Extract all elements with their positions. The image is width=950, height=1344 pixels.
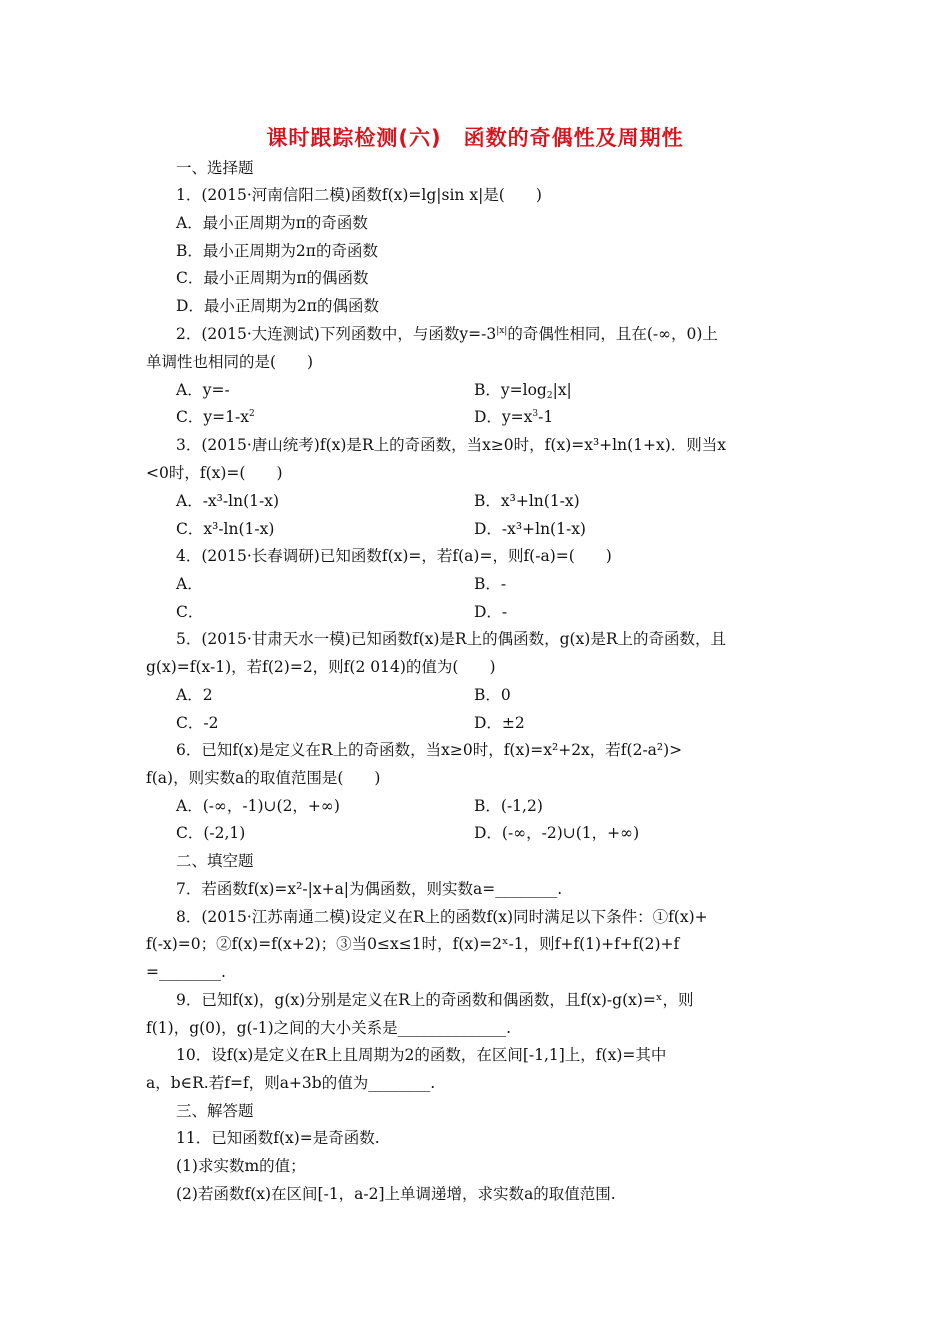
q4-option-b: B．- — [474, 575, 507, 593]
question-3-line-1: 3．(2015·唐山统考)f(x)是R上的奇函数，当x≥0时，f(x)=x³+ln(1+x)．则当x — [176, 436, 727, 454]
q6-option-d: D．(-∞，-2)∪(1，+∞) — [474, 824, 640, 842]
q6-option-a: A．(-∞，-1)∪(2，+∞) — [176, 797, 340, 815]
question-7: 7．若函数f(x)=x²-|x+a|为偶函数，则实数a=________. — [176, 880, 563, 898]
question-11-part-2: (2)若函数f(x)在区间[-1，a-2]上单调递增，求实数a的取值范围. — [176, 1185, 616, 1203]
q2-d-tail: -1 — [538, 408, 554, 426]
q1-option-a: A．最小正周期为π的奇函数 — [176, 214, 368, 232]
q2-option-d — [474, 407, 553, 427]
q5-option-b: B．0 — [474, 686, 511, 704]
question-2-line-2: 单调性也相同的是( ) — [146, 353, 314, 371]
q3-option-a: A．-x³-ln(1-x) — [176, 492, 279, 510]
q2-option-b — [474, 380, 572, 400]
q2-l1-c: 的奇偶性相同，且在(-∞，0)上 — [507, 325, 718, 343]
q2-option-c — [176, 407, 255, 427]
question-9-line-2: f(1)，g(0)，g(-1)之间的大小关系是______________. — [146, 1019, 512, 1037]
question-10-line-2: a，b∈R.若f=f，则a+3b的值为________. — [146, 1074, 436, 1092]
question-10-line-1: 10．设f(x)是定义在R上且周期为2的函数，在区间[-1,1]上，f(x)=其中 — [176, 1046, 667, 1064]
q3-option-c: C．x³-ln(1-x) — [176, 520, 275, 538]
q6-option-b: B．(-1,2) — [474, 797, 543, 815]
q5-option-d: D．±2 — [474, 714, 525, 732]
section-heading-solve: 三、解答题 — [176, 1102, 254, 1120]
question-6-line-1: 6．已知f(x)是定义在R上的奇函数，当x≥0时，f(x)=x²+2x，若f(2-a²)> — [176, 741, 683, 759]
question-11-part-1: (1)求实数m的值； — [176, 1157, 306, 1175]
question-8-line-3: =________. — [146, 963, 226, 981]
question-1-stem — [176, 185, 542, 205]
question-8-line-1: 8．(2015·江苏南通二模)设定义在R上的函数f(x)同时满足以下条件：①f(x)+ — [176, 908, 708, 926]
q6-option-c: C．(-2,1) — [176, 824, 246, 842]
q1-stem-c: 是( ) — [483, 186, 542, 204]
page-title: 课时跟踪检测(六) 函数的奇偶性及周期性 — [266, 126, 684, 150]
q2-option-a: A．y=- — [176, 381, 230, 399]
question-11-stem: 11．已知函数f(x)=是奇函数. — [176, 1129, 380, 1147]
q2-d-main: D．y=x — [474, 408, 533, 426]
q1-option-c: C．最小正周期为π的偶函数 — [176, 269, 369, 287]
q3-option-d: D．-x³+ln(1-x) — [474, 520, 586, 538]
q2-l1-sup: |x| — [496, 326, 508, 336]
q2-b-tail: |x| — [552, 381, 572, 399]
q2-c-sup: 2 — [248, 409, 255, 419]
q5-option-a: A．2 — [176, 686, 213, 704]
q2-b-main: B．y=log — [474, 381, 547, 399]
q2-c-main: C．y=1-x — [176, 408, 249, 426]
question-4-stem: 4．(2015·长春调研)已知函数f(x)=，若f(a)=，则f(-a)=( ) — [176, 547, 612, 565]
question-5-line-2: g(x)=f(x-1)，若f(2)=2，则f(2 014)的值为( ) — [146, 658, 496, 676]
question-2-line-1 — [176, 324, 718, 344]
question-5-line-1: 5．(2015·甘肃天水一模)已知函数f(x)是R上的偶函数，g(x)是R上的奇函数，且 — [176, 630, 727, 648]
q2-b-sub: 2 — [546, 391, 553, 401]
q4-option-a: A． — [176, 575, 203, 593]
question-6-line-2: f(a)，则实数a的取值范围是( ) — [146, 769, 381, 787]
question-8-line-2: f(-x)=0；②f(x)=f(x+2)；③当0≤x≤1时，f(x)=2ˣ-1，则f+f(1)+f+f(2)+f — [146, 935, 680, 953]
q1-option-b: B．最小正周期为2π的奇函数 — [176, 242, 378, 260]
q1-option-d: D．最小正周期为2π的偶函数 — [176, 297, 379, 315]
q1-stem-b: f(x)=lg|sin x| — [381, 186, 484, 204]
q4-option-c: C． — [176, 603, 204, 621]
q3-option-b: B．x³+ln(1-x) — [474, 492, 580, 510]
question-3-line-2: <0时，f(x)=( ) — [146, 464, 283, 482]
q2-l1-b: y=-3 — [459, 325, 497, 343]
section-heading-choice: 一、选择题 — [176, 159, 254, 177]
section-heading-fill: 二、填空题 — [176, 852, 254, 870]
q5-option-c: C．-2 — [176, 714, 219, 732]
q2-l1-a: 2．(2015·大连测试)下列函数中，与函数 — [176, 325, 460, 343]
q1-stem-a: 1．(2015·河南信阳二模)函数 — [176, 186, 382, 204]
q4-option-d: D．- — [474, 603, 508, 621]
question-9-line-1: 9．已知f(x)，g(x)分别是定义在R上的奇函数和偶函数，且f(x)-g(x)=ˣ，则 — [176, 991, 694, 1009]
q2-d-sup: 3 — [532, 409, 539, 419]
